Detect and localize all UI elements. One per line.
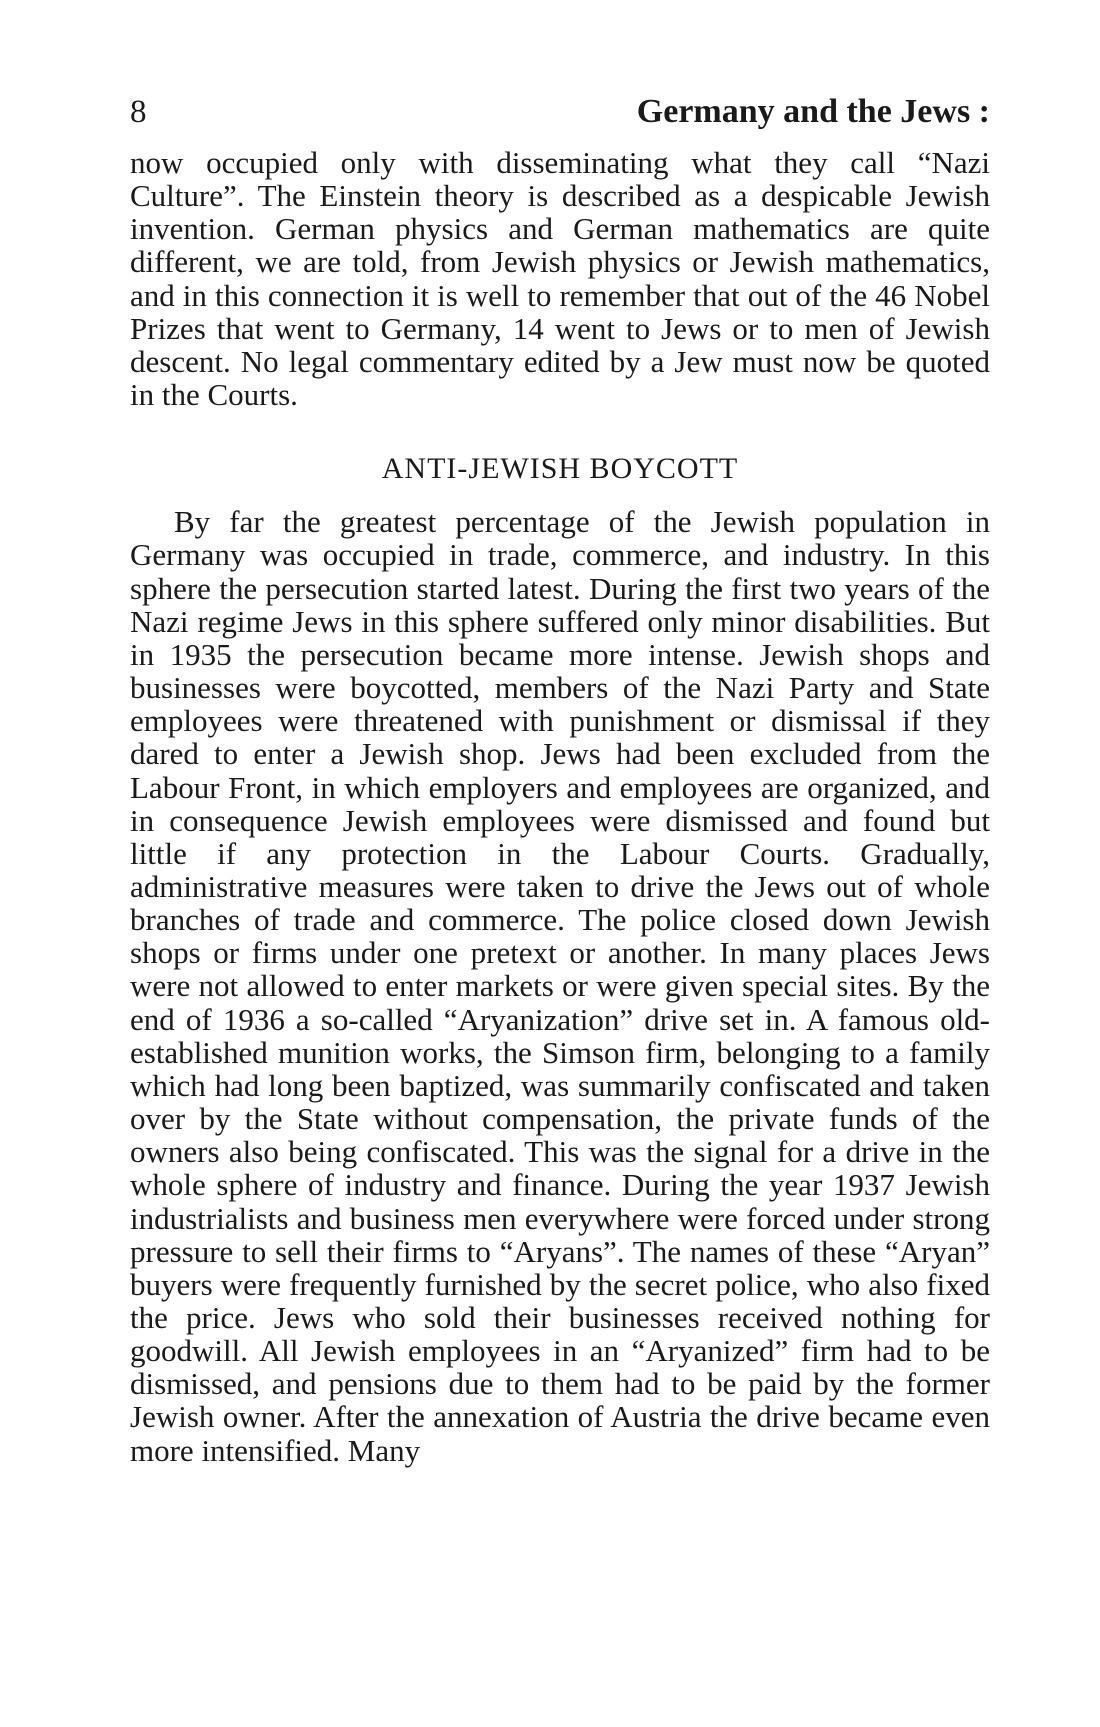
running-title: Germany and the Jews : <box>636 93 990 130</box>
book-page <box>130 92 990 1467</box>
page-number: 8 <box>130 94 147 130</box>
running-head <box>130 92 990 146</box>
continuation-paragraph: now occupied only with disseminating what they call “Nazi Culture”. The Einstein theory is described as a despicable Jewish invention. German physics and German mathematics are quite different, we are told, from Jewish physics or Jewish mathematics, and in this connection it is well to remember that out of the 46 Nobel Prizes that went to Germany, 14 went to Jews or to men of Jewish descent. No legal commentary edited by a Jew must now be quoted in the Courts. <box>130 145 990 413</box>
section-heading: ANTI-JEWISH BOYCOTT <box>381 452 739 486</box>
section-paragraph: By far the greatest percentage of the Jewish population in Germany was occupied in trade, commerce, and industry. In this sphere the persecution started latest. During the first two years of the Nazi regime Jews in this sphere suffered only minor disabilities. But in 1935 the persecution became more intense. Jewish shops and businesses were boycotted, members of the Nazi Party and State employees were threatened with punishment or dismissal if they dared to enter a Jewish shop. Jews had been excluded from the Labour Front, in which employers and employees are organized, and in consequence Jewish employees were dismissed and found but little if any protection in the Labour Courts. Gradually, administrative measures were taken to drive the Jews out of whole branches of trade and commerce. The police closed down Jewish shops or firms under one pretext or another. In many places Jews were not allowed to enter markets or were given special sites. By the end of 1936 a so-called “Aryanization” drive set in. A famous old-established munition works, the Simson firm, belonging to a family which had long been baptized, was summarily confiscated and taken over by the State without compensation, the private funds of the owners also being confiscated. This was the signal for a drive in the whole sphere of industry and finance. During the year 1937 Jewish industrialists and business men everywhere were forced under strong pressure to sell their firms to “Aryans”. The names of these “Aryan” buyers were frequently furnished by the secret police, who also fixed the price. Jews who sold their businesses received nothing for goodwill. All Jewish employees in an “Aryanized” firm had to be dismissed, and pensions due to them had to be paid by the former Jewish owner. After the annexation of Austria the drive became even more intensified. Many <box>130 504 990 1468</box>
